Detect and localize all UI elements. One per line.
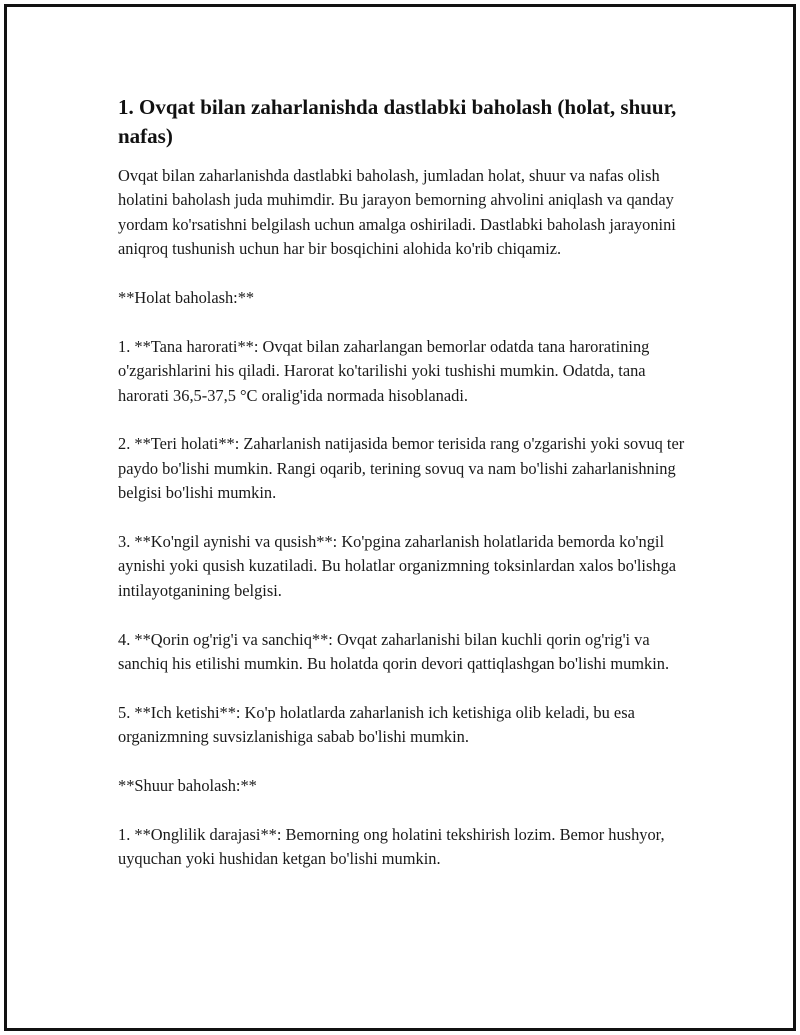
list-item-onglilik-darajasi: 1. **Onglilik darajasi**: Bemorning ong holatini tekshirish lozim. Bemor hushyor, uyquchan yoki hushidan ketgan bo'lishi mumkin.: [118, 824, 665, 869]
list-item-qorin-ogrigi: 4. **Qorin og'rig'i va sanchiq**: Ovqat zaharlanishi bilan kuchli qorin og'rig'i va sanchiq his etilishi mumkin. Bu holatda qorin devori qattiqlashgan bo'lishi mumkin.: [118, 629, 670, 674]
list-item-ich-ketishi: 5. **Ich ketishi**: Ko'p holatlarda zaharlanish ich ketishiga olib keladi, bu esa organizmning suvsizlanishiga sabab bo'lishi mumkin.: [118, 702, 635, 747]
intro-paragraph: Ovqat bilan zaharlanishda dastlabki baholash, jumladan holat, shuur va nafas olish holatini baholash juda muhimdir. Bu jarayon bemorning ahvolini aniqlash va qanday yordam ko'rsatishni belgilash uchun amalga oshiriladi. Dastlabki baholash jarayonini aniqroq tushunish uchun har bir bosqichini alohida ko'rib chiqamiz.: [118, 166, 676, 259]
document-title: 1. Ovqat bilan zaharlanishda dastlabki baholash (holat, shuur, nafas): [118, 95, 677, 148]
list-item-tana-harorati: 1. **Tana harorati**: Ovqat bilan zaharlangan bemorlar odatda tana haroratining o'zgarishlarini his qiladi. Harorat ko'tarilishi yoki tushishi mumkin. Odatda, tana harorati 36,5-37,5 °C oralig'ida normada hisoblanadi.: [118, 336, 650, 405]
section-heading-shuur: **Shuur baholash:**: [118, 776, 257, 796]
list-item-teri-holati: 2. **Teri holati**: Zaharlanish natijasida bemor terisida rang o'zgarishi yoki sovuq ter paydo bo'lishi mumkin. Rangi oqarib, terining sovuq va nam bo'lishi zaharlanishning belgisi bo'lishi mumkin.: [118, 434, 685, 503]
list-item-kongil-aynishi: 3. **Ko'ngil aynishi va qusish**: Ko'pgina zaharlanish holatlarida bemorda ko'ngil aynishi yoki qusish kuzatiladi. Bu holatlar organizmning toksinlardan xalos bo'lishga intilayotganining belgisi.: [118, 532, 677, 600]
section-heading-holat: **Holat baholash:**: [118, 288, 255, 308]
document-body: [118, 93, 698, 896]
